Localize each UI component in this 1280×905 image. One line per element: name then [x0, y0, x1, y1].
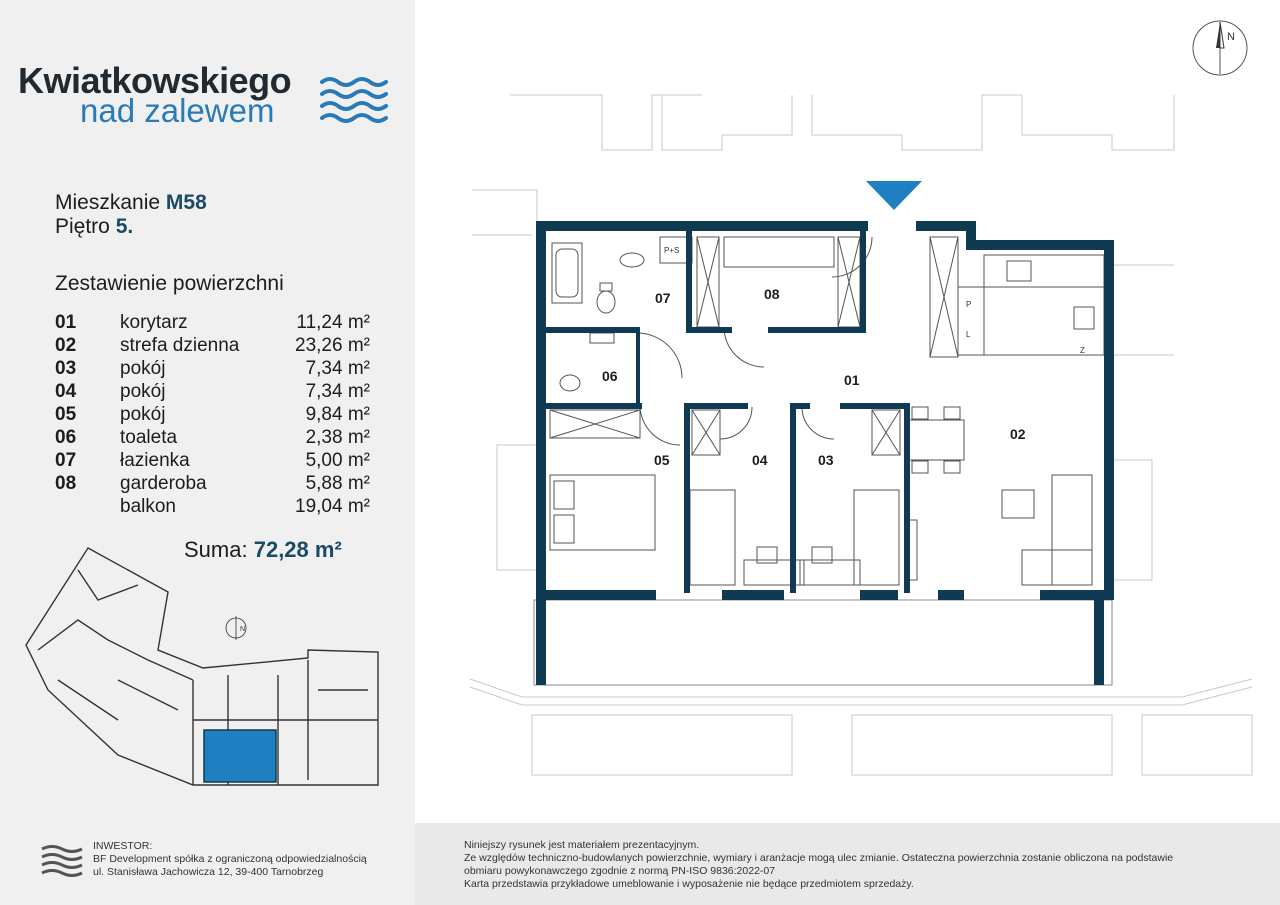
disclaimer-line: Ze względów techniczno-budowlanych powierzchnie, wymiary i aranżacje mogą ulec zmianie. Ostateczna powierzchnia zostanie obliczona na podstawie	[464, 852, 1174, 864]
room-area: 5,00 m²	[305, 450, 370, 471]
room-name: garderoba	[120, 473, 207, 494]
investor-address: ul. Stanisława Jachowicza 12, 39-400 Tarnobrzeg	[93, 866, 324, 878]
compass-icon	[1190, 18, 1250, 78]
logo-line2: nad zalewem	[80, 92, 275, 129]
room-name: korytarz	[120, 312, 188, 333]
disclaimer	[464, 839, 1254, 891]
disclaimer-line: obmiaru powykonawczego zgodnie z normą PN-ISO 9836:2022-07	[464, 865, 776, 877]
investor-logo-icon	[40, 843, 86, 879]
total-value: 72,28 m²	[253, 537, 342, 562]
waves-icon	[318, 72, 398, 132]
balcony	[534, 600, 1112, 685]
summary-title: Zestawienie powierzchni	[55, 272, 284, 295]
compass-label: N	[1227, 31, 1235, 43]
ps-label: P+S	[664, 246, 680, 255]
plan-label-07: 07	[655, 290, 671, 306]
room-name: łazienka	[120, 450, 190, 471]
investor-heading: INWESTOR:	[93, 840, 153, 852]
dishwasher-label: L	[966, 330, 971, 339]
room-number: 01	[55, 312, 77, 333]
logo	[18, 60, 408, 135]
room-area: 7,34 m²	[305, 358, 370, 379]
room-name: balkon	[120, 496, 176, 517]
room-row	[55, 381, 370, 404]
room-row	[55, 473, 370, 496]
room-area: 2,38 m²	[305, 427, 370, 448]
disclaimer-line: Niniejszy rysunek jest materiałem prezentacyjnym.	[464, 839, 700, 851]
total-label: Suma:	[184, 537, 248, 562]
logo-line1: Kwiatkowskiego	[18, 60, 292, 101]
room-area: 5,88 m²	[305, 473, 370, 494]
plan-label-05: 05	[654, 452, 670, 468]
investor-info	[93, 840, 367, 879]
room-list	[55, 312, 370, 519]
plan-label-06: 06	[602, 368, 618, 384]
plan-label-08: 08	[764, 286, 780, 302]
room-number: 03	[55, 358, 77, 379]
apartment-highlight	[204, 730, 276, 782]
room-row	[55, 312, 370, 335]
room-area: 23,26 m²	[295, 335, 370, 356]
room-row	[55, 335, 370, 358]
room-name: strefa dzienna	[120, 335, 240, 356]
site-compass-icon	[226, 616, 246, 640]
apartment-label: Mieszkanie	[55, 191, 161, 214]
room-area: 9,84 m²	[305, 404, 370, 425]
room-number: 08	[55, 473, 77, 494]
room-name: pokój	[120, 404, 166, 425]
apartment-title	[55, 191, 207, 239]
room-area: 11,24 m²	[296, 312, 370, 333]
site-compass-label: N	[240, 626, 246, 633]
room-row	[55, 404, 370, 427]
apartment-number: M58	[165, 191, 207, 214]
plan-label-02: 02	[1010, 426, 1026, 442]
room-number: 06	[55, 427, 77, 448]
room-number: 02	[55, 335, 77, 356]
room-number: 04	[55, 381, 77, 402]
room-area: 19,04 m²	[295, 496, 370, 517]
plan-label-01: 01	[844, 372, 860, 388]
plan-label-04: 04	[752, 452, 768, 468]
floor-number: 5.	[115, 215, 134, 238]
plan-label-03: 03	[818, 452, 834, 468]
disclaimer-line: Karta przedstawia przykładowe umeblowanie i wyposażenie nie będące przedmiotem sprzedaży.	[464, 878, 914, 890]
site-key-plan	[18, 540, 388, 800]
room-row	[55, 496, 370, 519]
sink-label: Z	[1080, 346, 1085, 355]
room-row	[55, 427, 370, 450]
investor-company: BF Development spółka z ograniczoną odpowiedzialnością	[93, 853, 367, 865]
room-area: 7,34 m²	[305, 381, 370, 402]
floor-plan	[462, 15, 1262, 795]
room-number: 07	[55, 450, 77, 471]
room-name: pokój	[120, 358, 166, 379]
room-name: toaleta	[120, 427, 178, 448]
info-panel	[0, 0, 415, 823]
room-row	[55, 450, 370, 473]
room-number: 05	[55, 404, 77, 425]
floor-label: Piętro	[55, 215, 110, 238]
room-name: pokój	[120, 381, 166, 402]
entrance-arrow-icon	[866, 181, 922, 210]
fridge-label: P	[966, 300, 972, 309]
room-row	[55, 358, 370, 381]
